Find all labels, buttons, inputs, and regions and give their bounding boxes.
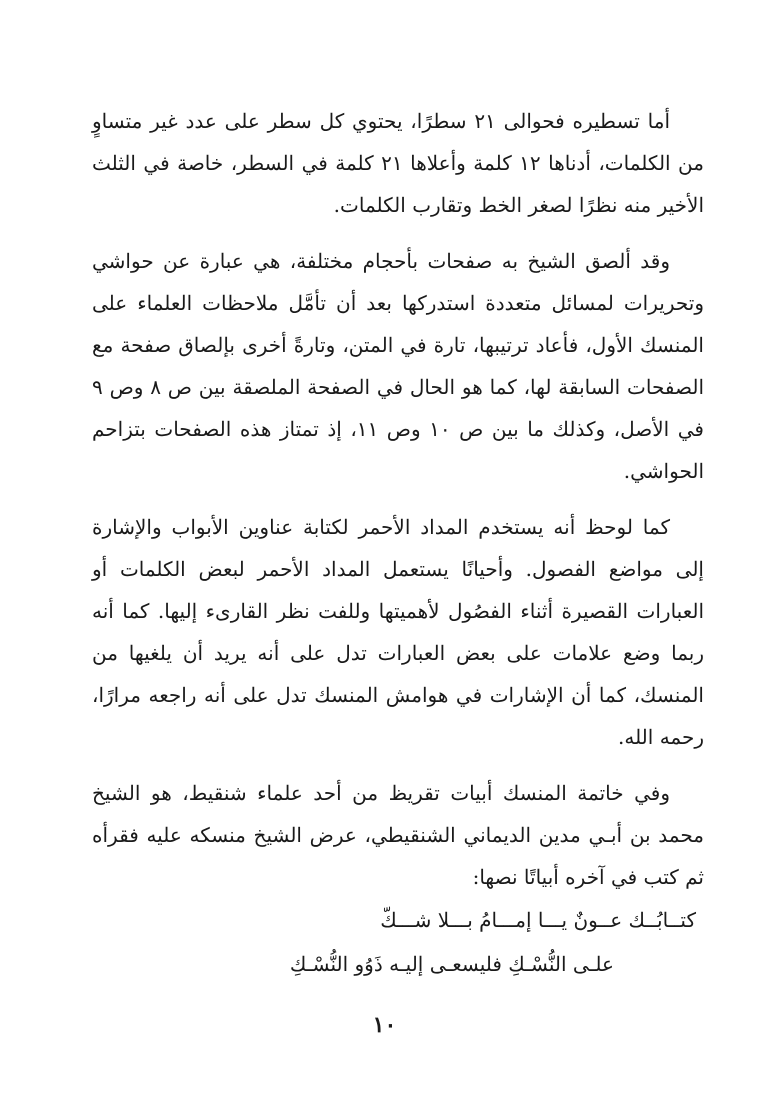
- paragraph-text: أما تسطيره فحوالى ٢١ سطرًا، يحتوي كل سطر على عدد غير متساوٍ من الكلمات، أدناها ١٢ كلمة وأعلاها ٢١ كلمة في السطر، خاصة في الثلث الأخير منه نظرًا لصغر الخط وتقارب الكلمات.: [92, 109, 704, 217]
- paragraph-text: كما لوحظ أنه يستخدم المداد الأحمر لكتابة عناوين الأبواب والإشارة إلى مواضع الفصول. وأحيانًا يستعمل المداد الأحمر لبعض الكلمات أو العبارات القصيرة أثناء الفصُول لأهميتها وللفت نظر القارىء إليها. كما أنه ربما وضع علامات على بعض العبارات تدل على أنه يريد أن يلغيها من المنسك، كما أن الإشارات في هوامش المنسك تدل على أنه راجعه مرارًا، رحمه الله.: [92, 515, 705, 749]
- paragraph-red-ink: [92, 506, 704, 758]
- paragraph-text: وفي خاتمة المنسك أبيات تقريظ من أحد علماء شنقيط، هو الشيخ محمد بن أبـي مدين الديماني الشنقيطي، عرض الشيخ منسكه عليه فقرأه ثم كتب في آخره أبياتًا نصها:: [92, 781, 704, 889]
- paragraph-text: وقد ألصق الشيخ به صفحات بأحجام مختلفة، هي عبارة عن حواشي وتحريرات لمسائل متعددة استدركها بعد أن تأمَّل ملاحظات العلماء على المنسك الأول، فأعاد ترتيبها، تارة في المتن، وتارةً أخرى بإلصاق صفحة مع الصفحات السابقة لها، كما هو الحال في الصفحة الملصقة بين ص ٨ وص ٩ في الأصل، وكذلك ما بين ص ١٠ وص ١١، إذ تمتاز هذه الصفحات بتزاحم الحواشي.: [92, 249, 705, 483]
- verse-block: [92, 898, 704, 986]
- verse-line: كتــابُــك عــونٌ يـــا إمـــامُ بـــلا شـــكّ: [380, 908, 696, 932]
- page-body: [92, 100, 704, 986]
- verse-line: علـى النُّسْـكِ فليسعـى إليـه ذَوُو النُّسْـكِ: [289, 952, 614, 976]
- paragraph-attached-pages: [92, 240, 704, 492]
- paragraph-script-description: [92, 100, 704, 226]
- page-number: ١٠: [372, 1012, 397, 1038]
- paragraph-conclusion: [92, 772, 704, 898]
